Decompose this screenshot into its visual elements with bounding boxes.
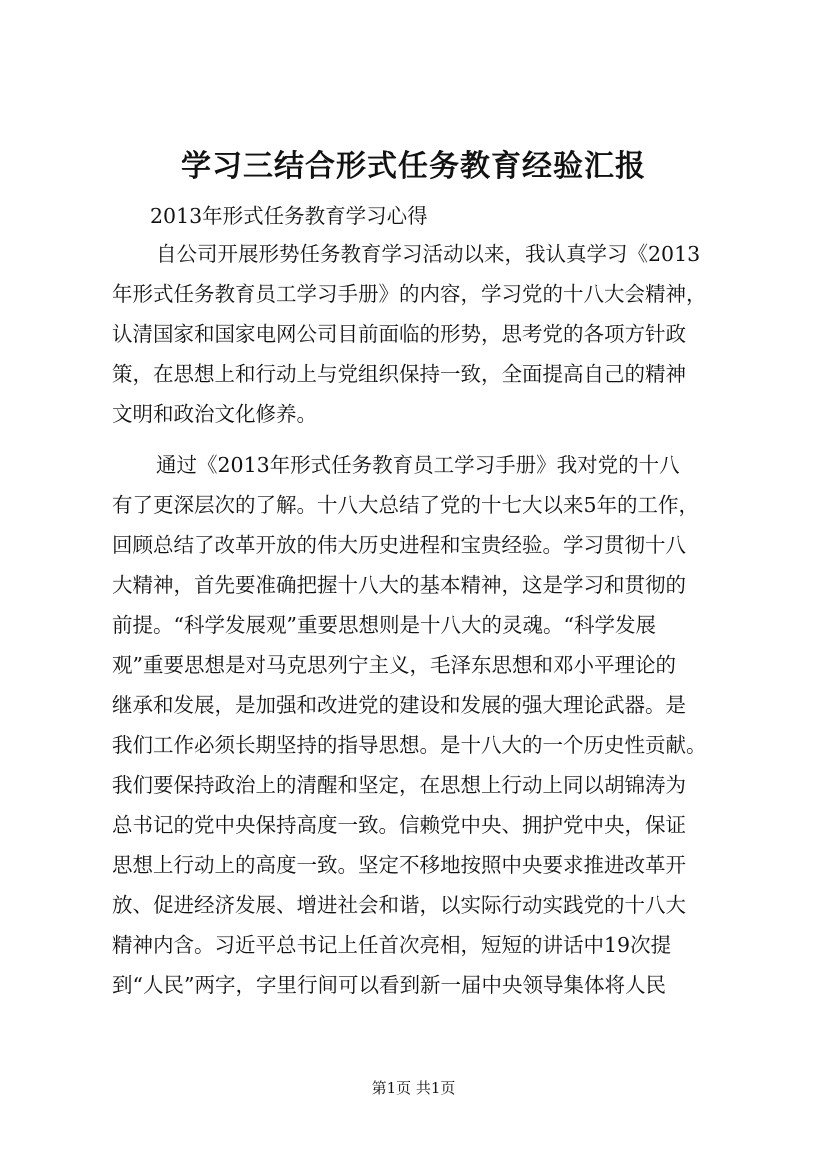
paragraph-line: 自公司开展形势任务教育学习活动以来，我认真学习《2013 — [156, 242, 701, 266]
paragraph-line: 我们要保持政治上的清醒和坚定，在思想上行动上同以胡锦涛为 — [112, 773, 686, 797]
paragraph-line: 年形式任务教育员工学习手册》的内容，学习党的十八大会精神， — [112, 282, 707, 306]
paragraph-line: 观”重要思想是对马克思列宁主义，毛泽东思想和邓小平理论的 — [112, 653, 676, 677]
paragraph-line: 思想上行动上的高度一致。坚定不移地按照中央要求推进改革开 — [112, 853, 686, 877]
paragraph-line: 大精神，首先要准确把握十八大的基本精神，这是学习和贯彻的 — [112, 573, 686, 597]
paragraph-line: 认清国家和国家电网公司目前面临的形势，思考党的各项方针政 — [112, 322, 686, 346]
paragraph-line: 总书记的党中央保持高度一致。信赖党中央、拥护党中央，保证 — [112, 813, 686, 837]
document-title: 学习三结合形式任务教育经验汇报 — [181, 149, 646, 184]
paragraph-line: 回顾总结了改革开放的伟大历史进程和宝贵经验。学习贯彻十八 — [112, 533, 686, 557]
paragraph-line: 精神内含。习近平总书记上任首次亮相，短短的讲话中19次提 — [112, 933, 672, 957]
paragraph-line: 文明和政治文化修养。 — [112, 402, 317, 426]
paragraph-line: 到“人民”两字，字里行间可以看到新一届中央领导集体将人民 — [112, 973, 666, 997]
document-subtitle: 2013年形式任务教育学习心得 — [150, 204, 428, 228]
paragraph-line: 策，在思想上和行动上与党组织保持一致，全面提高自己的精神 — [112, 362, 686, 386]
paragraph-line: 继承和发展，是加强和改进党的建设和发展的强大理论武器。是 — [112, 693, 686, 717]
paragraph-line: 放、促进经济发展、增进社会和谐，以实际行动实践党的十八大 — [112, 893, 686, 917]
page-number: 第1页 共1页 — [371, 1079, 456, 1097]
paragraph-line: 我们工作必须长期坚持的指导思想。是十八大的一个历史性贡献。 — [112, 733, 707, 757]
paragraph-line: 前提。“科学发展观”重要思想则是十八大的灵魂。“科学发展 — [112, 613, 656, 637]
paragraph-line: 通过《2013年形式任务教育员工学习手册》我对党的十八 — [156, 453, 680, 477]
paragraph-line: 有了更深层次的了解。十八大总结了党的十七大以来5年的工作， — [112, 493, 700, 517]
